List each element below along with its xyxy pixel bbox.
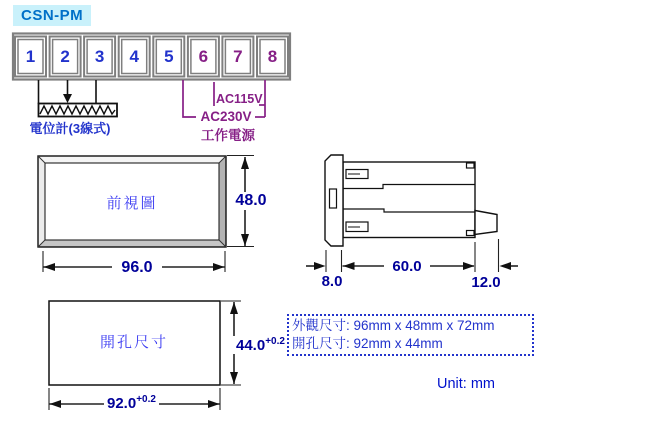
terminal-2: 2 [60,47,70,66]
side-view-drawing [325,155,497,246]
spec-overall-size: 外觀尺寸: 96mm x 48mm x 72mm [292,318,495,333]
terminal-1: 1 [25,47,36,66]
cutout-width-tolerance: +0.2 [136,394,156,405]
side-terminal-dim: 12.0 [471,274,501,291]
cutout-width-value: 92.0 [107,395,137,412]
front-height-dim: 48.0 [229,192,273,210]
spec-box [287,314,534,356]
cutout-height-tolerance: +0.2 [265,336,285,347]
side-body-dim: 60.0 [384,258,430,275]
ac115v-label: AC115V [216,92,263,106]
terminal-4: 4 [129,47,139,66]
front-view-caption: 前視圖 [106,195,158,212]
cutout-height-dim [233,336,288,354]
cutout-height-value: 44.0 [236,337,266,354]
terminal-3: 3 [94,47,105,66]
ac230v-label: AC230V [200,109,252,124]
terminal-6: 6 [198,47,209,66]
front-width-dim: 96.0 [112,259,162,277]
power-supply-caption: 工作電源 [201,128,255,143]
unit-label: Unit: mm [437,376,495,392]
terminal-8: 8 [267,47,278,66]
potentiometer-symbol [39,80,118,117]
cutout-width-dim [104,394,159,412]
potentiometer-label: 電位計(3線式) [29,121,111,136]
terminal-7: 7 [233,47,243,66]
model-title: CSN-PM [13,5,91,26]
terminal-5: 5 [164,47,174,66]
side-bezel-dim: 8.0 [321,273,343,290]
spec-cutout-size: 開孔尺寸: 92mm x 44mm [292,336,443,351]
cutout-caption: 開孔尺寸 [99,334,168,351]
